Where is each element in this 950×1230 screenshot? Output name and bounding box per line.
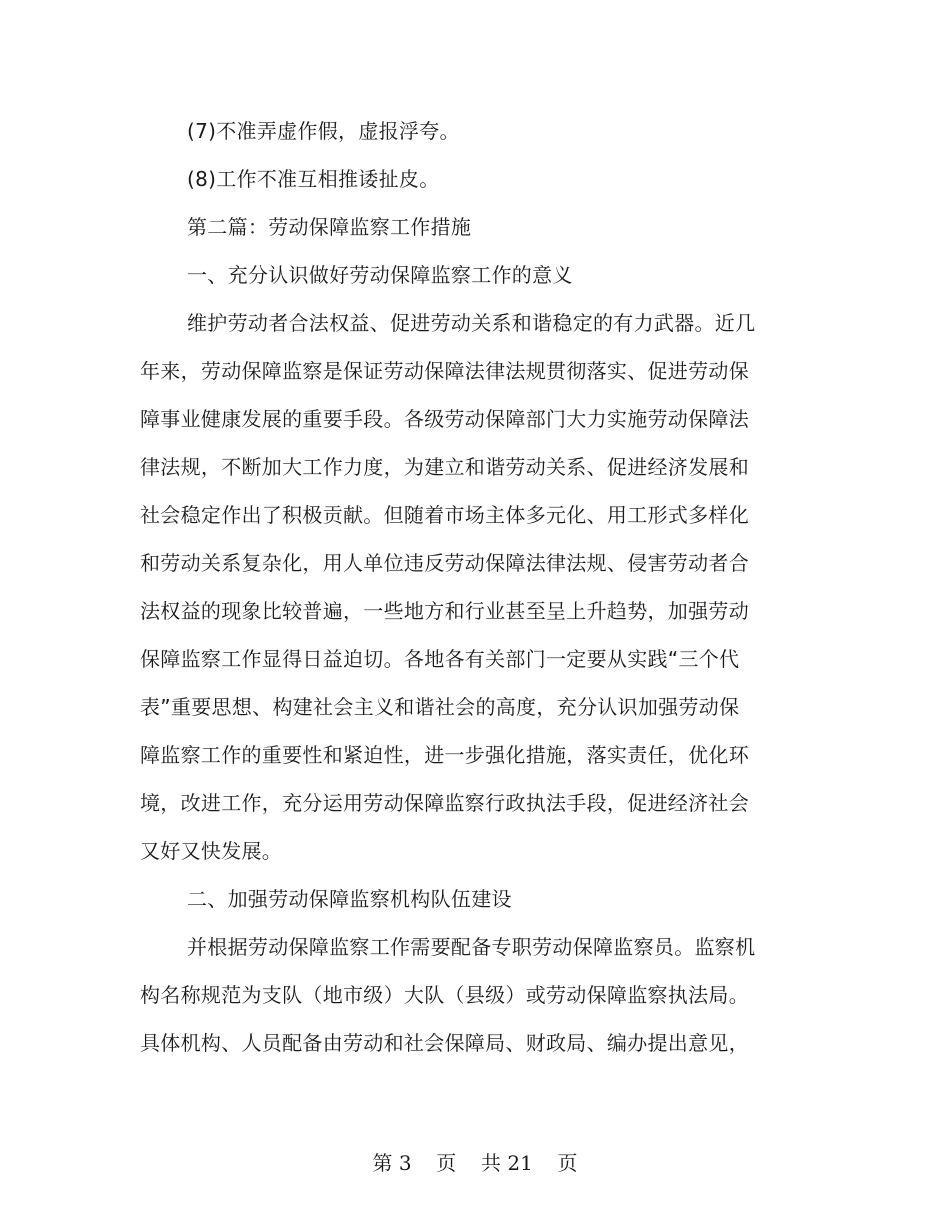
paragraph-1-line: 障事业健康发展的重要手段。各级劳动保障部门大力实施劳动保障法 bbox=[140, 407, 749, 431]
paragraph-1-line: 表”重要思想、构建社会主义和谐社会的高度，充分认识加强劳动保 bbox=[140, 695, 740, 719]
paragraph-1-line: 障监察工作的重要性和紧迫性，进一步强化措施，落实责任，优化环 bbox=[140, 743, 749, 767]
paragraph-1-line: 境，改进工作，充分运用劳动保障监察行政执法手段，促进经济社会 bbox=[140, 791, 749, 815]
page-footer bbox=[0, 1145, 950, 1181]
total-label-suffix: 页 bbox=[557, 1151, 578, 1175]
total-label-prefix: 共 bbox=[481, 1151, 501, 1175]
paragraph-1-line: 保障监察工作显得日益迫切。各地各有关部门一定要从实践“三个代 bbox=[140, 647, 740, 671]
paragraph-1-line: 年来，劳动保障监察是保证劳动保障法律法规贯彻落实、促进劳动保 bbox=[140, 359, 749, 383]
chapter-heading: 第二篇：劳动保障监察工作措施 bbox=[187, 215, 472, 239]
list-item-7: (7)不准弄虚作假，虚报浮夸。 bbox=[187, 119, 460, 143]
paragraph-2-line: 具体机构、人员配备由劳动和社会保障局、财政局、编办提出意见， bbox=[140, 1031, 749, 1055]
paragraph-1-line: 律法规，不断加大工作力度，为建立和谐劳动关系、促进经济发展和 bbox=[140, 455, 749, 479]
total-pages-number: 21 bbox=[507, 1151, 533, 1175]
paragraph-2-line: 并根据劳动保障监察工作需要配备专职劳动保障监察员。监察机 bbox=[187, 935, 756, 959]
paragraph-2-line: 构名称规范为支队（地市级）大队（县级）或劳动保障监察执法局。 bbox=[140, 983, 749, 1007]
paragraph-1-line: 和劳动关系复杂化，用人单位违反劳动保障法律法规、侵害劳动者合 bbox=[140, 551, 749, 575]
paragraph-1-line: 社会稳定作出了积极贡献。但随着市场主体多元化、用工形式多样化 bbox=[140, 503, 749, 527]
page-label-prefix: 第 bbox=[372, 1151, 393, 1175]
paragraph-1-line: 维护劳动者合法权益、促进劳动关系和谐稳定的有力武器。近几 bbox=[187, 311, 756, 335]
section-heading-1: 一、充分认识做好劳动保障监察工作的意义 bbox=[187, 263, 573, 287]
document-body bbox=[140, 107, 760, 1067]
paragraph-1-line: 法权益的现象比较普遍，一些地方和行业甚至呈上升趋势，加强劳动 bbox=[140, 599, 749, 623]
paragraph-1-line: 又好又快发展。 bbox=[140, 839, 283, 863]
section-heading-2: 二、加强劳动保障监察机构队伍建设 bbox=[187, 887, 512, 911]
list-item-8: (8)工作不准互相推诿扯皮。 bbox=[187, 167, 440, 191]
page-label-suffix: 页 bbox=[436, 1151, 457, 1175]
current-page-number: 3 bbox=[398, 1151, 412, 1175]
